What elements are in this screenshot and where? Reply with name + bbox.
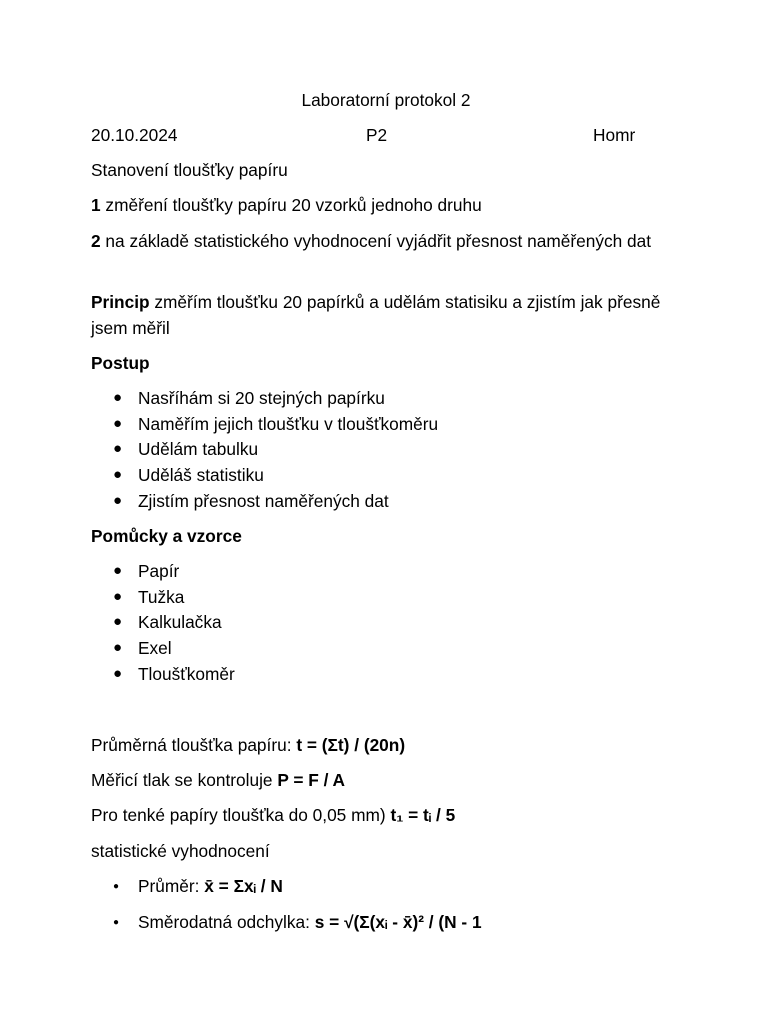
goal-number: 1: [91, 195, 101, 215]
stats-std-dev: [138, 909, 482, 935]
list-item: Tužka: [138, 587, 185, 607]
list-item: Udělám tabulku: [138, 439, 259, 459]
stats-heading: statistické vyhodnocení: [91, 841, 270, 861]
principle-text: změřím tloušťku 20 papírků a udělám statisiku a zjistím jak přesně jsem měřil: [91, 292, 661, 338]
formula-label: Pro tenké papíry tloušťka do 0,05 mm): [91, 805, 391, 825]
formula-expression: t = (Σt) / (20n): [296, 735, 406, 755]
bullet-icon: ●: [113, 613, 123, 630]
list-item: Kalkulačka: [138, 612, 222, 632]
list-item: Tloušťkoměr: [138, 664, 235, 684]
bullet-icon: ●: [113, 881, 120, 892]
document-page: [91, 0, 681, 1024]
document-title: Laboratorní protokol 2: [301, 90, 471, 110]
bullet-icon: ●: [113, 415, 123, 432]
formula-pressure: [91, 767, 345, 793]
list-item: Exel: [138, 638, 172, 658]
bullet-icon: ●: [113, 639, 123, 656]
formula-expression: x̄ = Σxᵢ / N: [204, 876, 283, 896]
bullet-icon: ●: [113, 440, 123, 457]
list-item: Zjistím přesnost naměřených dat: [138, 491, 389, 511]
list-item: Uděláš statistiku: [138, 465, 264, 485]
formula-expression: P = F / A: [277, 770, 346, 790]
list-item: Naměřím jejich tloušťku v tloušťkoměru: [138, 414, 439, 434]
bullet-icon: ●: [113, 665, 123, 682]
bullet-icon: ●: [113, 466, 123, 483]
stats-mean: [138, 873, 283, 899]
list-item: Papír: [138, 561, 180, 581]
topic: Stanovení tloušťky papíru: [91, 160, 288, 180]
header-date: 20.10.2024: [91, 125, 178, 145]
header-author: Homr: [593, 125, 636, 145]
bullet-icon: ●: [113, 389, 123, 406]
goal-text: změření tloušťky papíru 20 vzorků jednoho druhu: [100, 195, 482, 215]
bullet-icon: ●: [113, 562, 123, 579]
header-group: P2: [366, 125, 388, 145]
formula-label: Směrodatná odchylka:: [138, 912, 315, 932]
procedure-heading: Postup: [91, 353, 150, 373]
formula-label: Průměrná tloušťka papíru:: [91, 735, 297, 755]
formula-label: Měřicí tlak se kontroluje: [91, 770, 278, 790]
bullet-icon: ●: [113, 492, 123, 509]
formula-expression: s = √(Σ(xᵢ - x̄)² / (N - 1: [314, 912, 482, 932]
bullet-icon: ●: [113, 588, 123, 605]
bullet-icon: ●: [113, 917, 120, 928]
goal-number: 2: [91, 231, 101, 251]
formula-expression: t₁ = tᵢ / 5: [390, 805, 456, 825]
formula-average: [91, 732, 405, 758]
goal-2: [91, 228, 681, 254]
goal-1: [91, 192, 482, 218]
goal-text: na základě statistického vyhodnocení vyjádřit přesnost naměřených dat: [100, 231, 652, 251]
formula-thin-paper: [91, 802, 455, 828]
list-item: Nasříhám si 20 stejných papírku: [138, 388, 385, 408]
principle: [91, 289, 681, 341]
principle-label: Princip: [91, 292, 150, 312]
formula-label: Průměr:: [138, 876, 205, 896]
tools-heading: Pomůcky a vzorce: [91, 526, 242, 546]
